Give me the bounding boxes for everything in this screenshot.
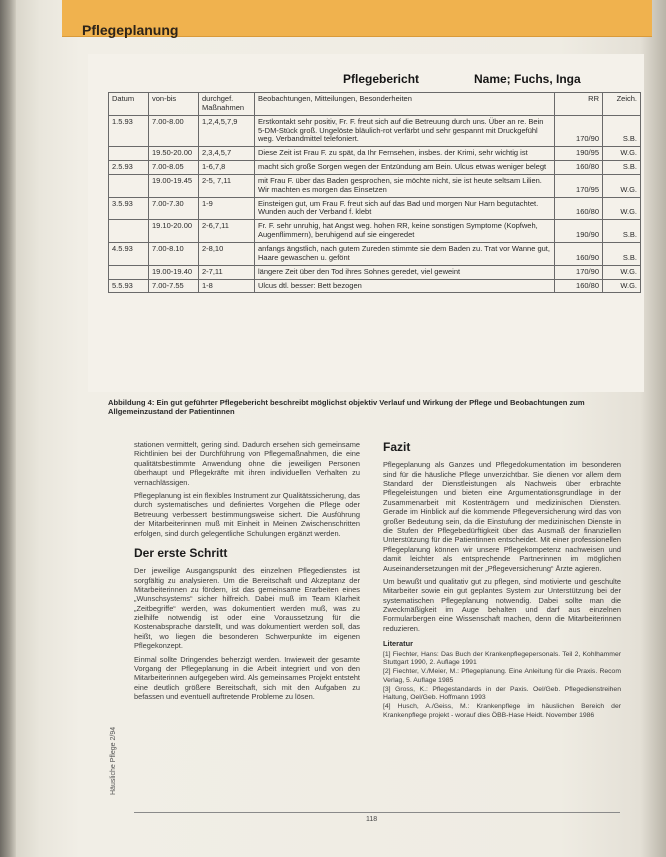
cell-time: 7.00-7.55	[149, 279, 199, 293]
left-paragraph-4: Einmal sollte Dringendes beherzigt werden. Inwieweit der gesamte Vorgang der Pflegeplanung in die Arbeit integriert und von den Mitarbeiterinnen aufgegeben wird. Als gemeinsames Projekt entsteht eine deutlich größere Bereitschaft, sich mit den Aufgaben zu befassen und eventuell auftretende Probleme zu lösen.	[134, 654, 360, 702]
footer-divider	[134, 812, 620, 813]
cell-observation: Diese Zeit ist Frau F. zu spät, da Ihr Fernsehen, insbes. der Krimi, sehr wichtig ist	[255, 147, 555, 161]
right-column	[383, 440, 621, 721]
care-report-table	[108, 92, 641, 293]
cell-date: 4.5.93	[109, 242, 149, 265]
cell-sign: W.G.	[603, 279, 641, 293]
cell-rr: 190/95	[555, 147, 603, 161]
header-time: von-bis	[149, 93, 199, 116]
left-column	[134, 440, 360, 706]
literature-item: [4] Husch, A./Geiss, M.: Krankenpflege im häuslichen Bereich der Krankenpflege projekt - worauf dies ÖBB-Hase Heidt. November 1986	[383, 703, 621, 719]
cell-observation: macht sich große Sorgen wegen der Entzündung am Bein. Ulcus etwas weniger belegt	[255, 161, 555, 175]
cell-sign: S.B.	[603, 161, 641, 175]
table-row	[109, 197, 641, 220]
cell-measures: 1-6,7,8	[199, 161, 255, 175]
table-header-row	[109, 93, 641, 116]
cell-sign: W.G.	[603, 174, 641, 197]
cell-rr: 160/80	[555, 279, 603, 293]
table-row	[109, 174, 641, 197]
figure-caption: Abbildung 4: Ein gut geführter Pflegebericht beschreibt möglichst objektiv Verlauf und Wirkung der Pflege und Beobachtungen zum Allgemeinzustand der Patientinnen	[108, 398, 585, 417]
patient-name: Name; Fuchs, Inga	[474, 72, 581, 86]
table-row	[109, 265, 641, 279]
cell-date	[109, 265, 149, 279]
literature-title: Literatur	[383, 639, 413, 649]
cell-sign: W.G.	[603, 147, 641, 161]
cell-date	[109, 174, 149, 197]
table-row	[109, 220, 641, 243]
header-measures: durchgef. Maßnahmen	[199, 93, 255, 116]
literature-item: [2] Fiechter, V./Meier, M.: Pflegeplanung. Eine Anleitung für die Praxis. Recom Verlag, 5. Auflage 1985	[383, 668, 621, 684]
cell-measures: 2,3,4,5,7	[199, 147, 255, 161]
cell-measures: 2-8,10	[199, 242, 255, 265]
table-row	[109, 242, 641, 265]
cell-date: 3.5.93	[109, 197, 149, 220]
cell-sign: W.G.	[603, 265, 641, 279]
left-paragraph-1: stationen vermittelt, gering sind. Dadurch ersehen sich gemeinsame Richtlinien bei der Durchführung von Pflegemaßnahmen, die eine qualitätsbestimmte Anwendung ohne die jeweiligen Personen überhaupt und Pflegekräfte mit ihren individuellen Verhalten zu vernachlässigen.	[134, 440, 360, 487]
cell-measures: 1-8	[199, 279, 255, 293]
cell-observation: mit Frau F. über das Baden gesprochen, sie möchte nicht, sie ist heute seltsam Lilien. Wir machten es morgen das Einsetzen	[255, 174, 555, 197]
section-label: Pflegeplanung	[82, 22, 179, 38]
cell-sign: S.B.	[603, 242, 641, 265]
cell-time: 7.00-7.30	[149, 197, 199, 220]
journal-side-label: Häusliche Pflege 2/94	[110, 726, 117, 795]
table-row	[109, 147, 641, 161]
cell-date: 1.5.93	[109, 115, 149, 147]
literature-item: [3] Gross, K.: Pflegestandards in der Paxis. Oel/Geb. Pflegedienstreihen Haltung, Oel/Geb. Hoffmann 1993	[383, 685, 621, 702]
page-number: 118	[366, 816, 378, 823]
left-paragraph-2: Pflegeplanung ist ein flexibles Instrument zur Qualitätssicherung, das durch systematisches und definiertes Vorgehen die Pflege oder Betreuung verbessert bestimmungsweise sichert. Die Ausführung der Mitarbeiterinnen muß mit Einheit in Meinen Zwischenschritten erfolgen, sind durch gelegentliche Schulungen ergänzt werden.	[134, 490, 360, 538]
right-paragraph-1: Pflegeplanung als Ganzes und Pflegedokumentation im besonderen sind für die häusliche Pflege unverzichtbar. Sie dienen vor allem dem Standard der Dienstleistungen als Nachweis über erbrachte Pflegeleistungen und bieten eine Argumentationsgrundlage in der Zusammenarbeit mit Kostenträgern und medizinischen Diensten. Gerade im Hinblick auf die kommende Pflegeversicherung wird das von großer Bedeutung sein, da die Einstufung der medizinischen Dienste in die Stufen der Pflegebedürftigkeit über das Ausmaß der finanziellen Unterstützung für die Patientinnen entscheidet. Mit einer professionellen Pflegeplanung können wir unsere Pflegekompetenz nachweisen und damit leichter als entsprechende Partnerinnen im möglichen Auseinandersetzungen mit der „Pflegeversicherung“ Ärzte agieren.	[383, 460, 621, 573]
cell-rr: 170/95	[555, 174, 603, 197]
cell-observation: längere Zeit über den Tod ihres Sohnes geredet, viel geweint	[255, 265, 555, 279]
cell-time: 7.00-8.05	[149, 161, 199, 175]
cell-observation: Erstkontakt sehr positiv, Fr. F. freut sich auf die Betreuung durch uns. Über an re. Bein 5-DM-Stück groß. Ungelöste bläulich-rot verfärbt und sehr gespannt mit Druckgefühl weg. Verbandmittel telefoniert.	[255, 115, 555, 147]
cell-time: 7.00-8.10	[149, 242, 199, 265]
cell-date	[109, 220, 149, 243]
form-title: Pflegebericht	[343, 72, 420, 86]
cell-date: 5.5.93	[109, 279, 149, 293]
cell-time: 7.00-8.00	[149, 115, 199, 147]
cell-time: 19.50-20.00	[149, 147, 199, 161]
cell-measures: 2-7,11	[199, 265, 255, 279]
cell-rr: 160/90	[555, 242, 603, 265]
cell-observation: anfangs ängstlich, nach gutem Zureden stimmte sie dem Baden zu. Trat vor Wanne gut, Haare gewaschen u. gefönt	[255, 242, 555, 265]
cell-measures: 1,2,4,5,7,9	[199, 115, 255, 147]
left-heading: Der erste Schritt	[134, 545, 228, 560]
cell-measures: 2-5, 7,11	[199, 174, 255, 197]
literature-list	[383, 651, 621, 720]
right-paragraph-2: Um bewußt und qualitativ gut zu pflegen, sind motivierte und geschulte Mitarbeiter sowie ein gut geplantes System zur Unterstützung bei der systematischen Pflegeplanung notwendig. Dabei sollte man die Zweckmäßigkeit im Auge behalten und darf aus einzelnen Formularbergen eine Wissenschaft machen, denn die Mitarbeiterinnen reduzieren.	[383, 576, 621, 633]
right-heading: Fazit	[383, 440, 411, 454]
cell-observation: Ulcus dtl. besser: Bett bezogen	[255, 279, 555, 293]
header-observations: Beobachtungen, Mitteilungen, Besonderheiten	[255, 93, 555, 116]
cell-rr: 190/90	[555, 220, 603, 243]
cell-time: 19.00-19.40	[149, 265, 199, 279]
table-row	[109, 161, 641, 175]
cell-date: 2.5.93	[109, 161, 149, 175]
cell-time: 19.10-20.00	[149, 220, 199, 243]
cell-sign: W.G.	[603, 197, 641, 220]
left-paragraph-3: Der jeweilige Ausgangspunkt des einzelnen Pflegedienstes ist sorgfältig zu analysieren. Um die Bereitschaft und Akzeptanz der Mitarbeiterinnen zu fördern, ist das gemeinsame Erarbeiten eines „Wunschsystems“ sicher hilfreich. Dabei muß im Team Klarheit „Zeitbegriffe“ werden, was dokumentiert werden muß, was zu zielhilfe notwendig ist oder eine Voraussetzung für die Kostenabsprache darstellt, und was dokumentiert werden soll, das heißt, wo liegen die besonderen Schwerpunkte im eigenen Pflegekonzept.	[134, 566, 360, 651]
header-date: Datum	[109, 93, 149, 116]
literature-item: [1] Fiechter, Hans: Das Buch der Krankenpflegepersonals. Teil 2, Kohlhammer Stuttgart 1990, 2. Auflage 1991	[383, 650, 621, 666]
cell-rr: 170/90	[555, 115, 603, 147]
cell-rr: 170/90	[555, 265, 603, 279]
cell-rr: 160/80	[555, 197, 603, 220]
cell-time: 19.00-19.45	[149, 174, 199, 197]
header-sign: Zeich.	[603, 93, 641, 116]
cell-measures: 2-6,7,11	[199, 220, 255, 243]
cell-measures: 1-9	[199, 197, 255, 220]
table-row	[109, 115, 641, 147]
binder-edge	[0, 0, 16, 857]
cell-observation: Fr. F. sehr unruhig, hat Angst weg. hohen RR, keine sonstigen Symptome (Kopfweh, Augenflimmern), beruhigend auf sie eingeredet	[255, 220, 555, 243]
table-row	[109, 279, 641, 293]
cell-rr: 160/80	[555, 161, 603, 175]
cell-date	[109, 147, 149, 161]
header-rr: RR	[555, 93, 603, 116]
cell-sign: S.B.	[603, 115, 641, 147]
cell-sign: S.B.	[603, 220, 641, 243]
cell-observation: Einsteigen gut, um Frau F. freut sich auf das Bad und morgen Nur Harn begutachtet. Wunden auch der Verband f. klebt	[255, 197, 555, 220]
